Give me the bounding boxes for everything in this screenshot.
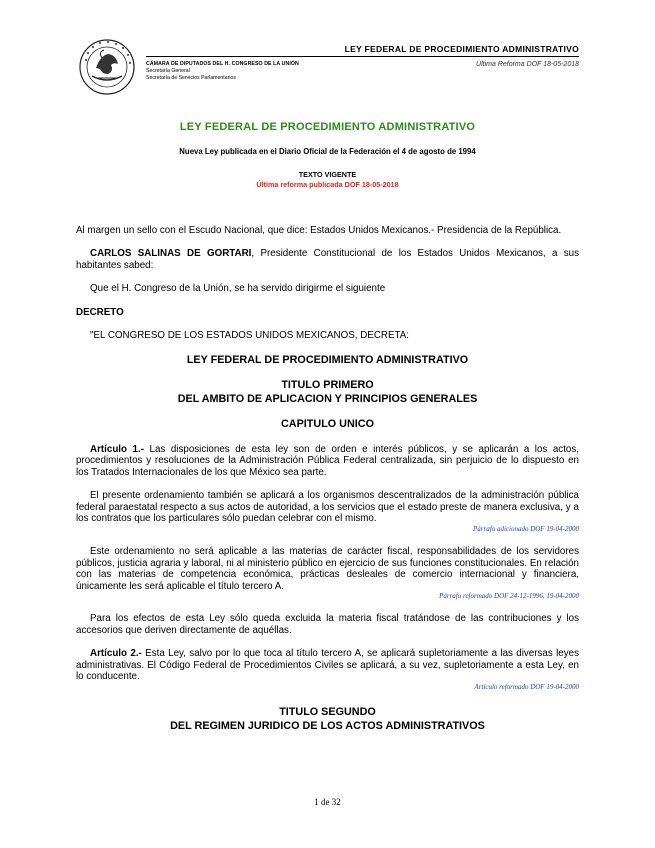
document-title: LEY FEDERAL DE PROCEDIMIENTO ADMINISTRATIVO: [179, 121, 476, 133]
titulo-segundo-heading: [76, 706, 579, 733]
reform-note-3: Artículo reformado DOF 19-04-2000: [474, 683, 579, 692]
document-body: [76, 225, 579, 745]
articulo-1-parrafo-3: Este ordenamiento no será aplicable a las materias de carácter fiscal, responsabilidades de los servidores públicos, justicia agraria y laboral, ni al ministerio público en ejercicio de sus funciones constitucionales. En relación con las materias de competencia económica, prácticas desleales de comercio internacional y financiera, únicamente les será aplicable el título tercero A.: [76, 545, 579, 592]
president-text: , Presidente Constitucional de los Estados Unidos Mexicanos, a sus habitantes sabed:: [76, 248, 579, 271]
page-number: 1 de 32: [314, 797, 341, 807]
escudo-nacional-seal-icon: [78, 38, 136, 96]
publication-note: Nueva Ley publicada en el Diario Oficial de la Federación el 4 de agosto de 1994: [179, 147, 476, 156]
titulo-segundo-name: DEL REGIMEN JURIDICO DE LOS ACTOS ADMINISTRATIVOS: [170, 719, 485, 732]
header-secretaria-general: Secretaría General: [146, 68, 190, 74]
articulo-1: [76, 444, 579, 479]
titulo-primero-heading: [76, 379, 579, 406]
header-law-title: LEY FEDERAL DE PROCEDIMIENTO ADMINISTRATIVO: [344, 44, 579, 54]
reform-note-1: Párrafo adicionado DOF 19-04-2000: [473, 524, 579, 533]
articulo-1-label: Artículo 1.-: [90, 443, 144, 455]
law-title-heading: LEY FEDERAL DE PROCEDIMIENTO ADMINISTRATIVO: [186, 353, 469, 366]
president-name: CARLOS SALINAS DE GORTARI: [90, 248, 252, 260]
articulo-2-text: Esta Ley, salvo por lo que toca al título tercero A, se aplicará supletoriamente a las diversas leyes administrativas. El Código Federal de Procedimientos Civiles se aplicará, a su vez, supletoriamente a esta Ley, en lo conducente.: [76, 648, 579, 683]
articulo-1-text: Las disposiciones de esta ley son de orden e interés públicos, y se aplicarán a los actos, procedimientos y resoluciones de la Administración Pública Federal centralizada, sin perjuicio de lo dispuesto en los Tratados Internacionales de los que México sea parte.: [76, 443, 579, 478]
texto-vigente: TEXTO VIGENTE: [298, 170, 357, 179]
reform-note-2: Párrafo reformado DOF 24-12-1996, 19-04-2000: [439, 592, 579, 601]
paragraph-decreta: "EL CONGRESO DE LOS ESTADOS UNIDOS MEXICANOS, DECRETA:: [90, 330, 410, 342]
header-chamber: CÁMARA DE DIPUTADOS DEL H. CONGRESO DE LA UNIÓN: [146, 61, 299, 67]
paragraph-presidente: [76, 248, 579, 271]
articulo-2: [76, 648, 579, 683]
articulo-2-label: Artículo 2.-: [90, 648, 142, 660]
decreto-heading: DECRETO: [76, 306, 124, 318]
header-secretaria-servicios: Secretaría de Servicios Parlamentarios: [146, 75, 236, 81]
header-ultima-reforma: Última Reforma DOF 18-05-2018: [476, 61, 579, 68]
capitulo-unico-heading: CAPITULO UNICO: [281, 418, 374, 431]
titulo-primero-name: DEL AMBITO DE APLICACION Y PRINCIPIOS GENERALES: [177, 392, 478, 405]
ultima-reforma-publicada: Última reforma publicada DOF 18-05-2018: [256, 180, 399, 189]
titulo-segundo: TITULO SEGUNDO: [279, 706, 376, 719]
paragraph-sello: Al margen un sello con el Escudo Nacional, que dice: Estados Unidos Mexicanos.- Presidencia de la República.: [76, 225, 562, 236]
page-header: [0, 0, 655, 110]
titulo-primero: TITULO PRIMERO: [281, 379, 374, 392]
header-divider: [146, 56, 579, 57]
articulo-1-parrafo-4: Para los efectos de esta Ley sólo queda excluida la materia fiscal tratándose de las contribuciones y los accesorios que deriven directamente de aquéllas.: [76, 613, 579, 636]
articulo-1-parrafo-2: El presente ordenamiento también se aplicará a los organismos descentralizados de la administración pública federal paraestatal respecto a sus actos de autoridad, a los servicios que el estado preste de manera exclusiva, y a los contratos que los particulares sólo puedan celebrar con el mismo.: [76, 490, 579, 525]
paragraph-congreso: Que el H. Congreso de la Unión, se ha servido dirigirme el siguiente: [90, 283, 386, 295]
